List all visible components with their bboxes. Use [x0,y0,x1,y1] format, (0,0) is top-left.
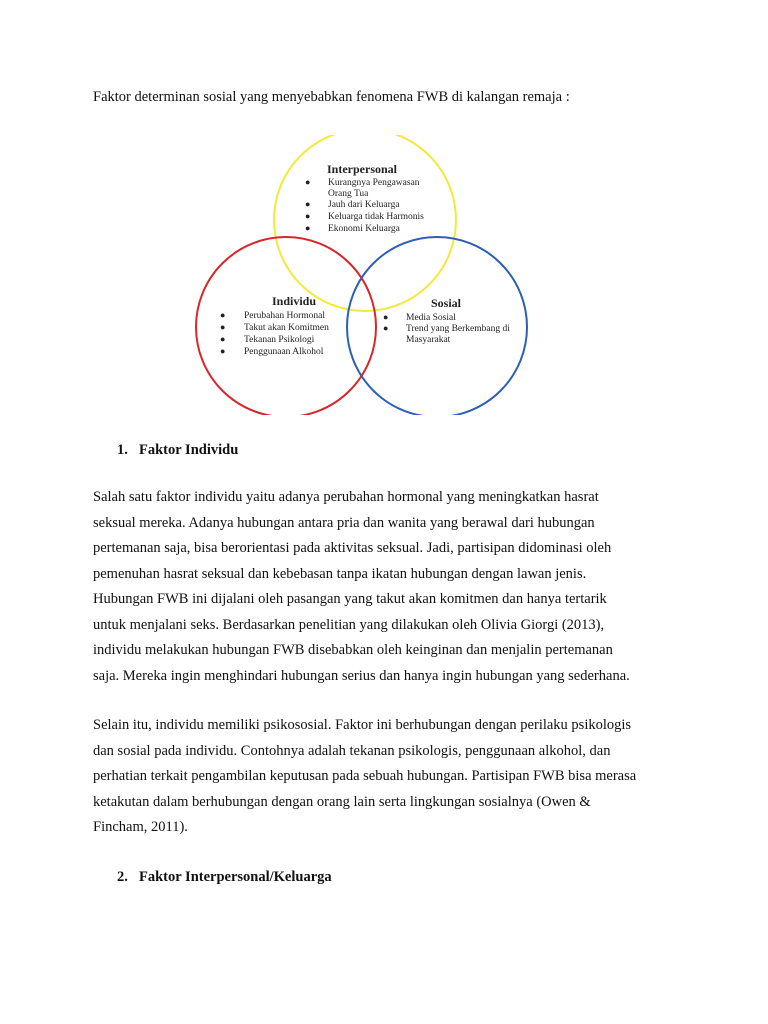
paragraph-line: dan sosial pada individu. Contohnya adalah tekanan psikologis, penggunaan alkohol, dan [93,742,611,759]
individu-item: Takut akan Komitmen [244,323,329,333]
paragraph-line: perhatian terkait pengambilan keputusan pada sebuah hubungan. Partisipan FWB bisa merasa [93,768,637,784]
paragraph-line: pemenuhan hasrat seksual dan kebebasan tanpa ikatan hubungan dengan lawan jenis. [93,565,587,582]
paragraph-line: Selain itu, individu memiliki psikososial. Faktor ini berhubungan dengan perilaku psikologis [93,717,632,733]
interpersonal-item: Kurangnya Pengawasan [328,178,420,188]
section-2-number: 2. [117,869,128,885]
section-1-title: Faktor Individu [139,442,239,458]
individu-bullet: ● [220,322,226,332]
paragraph-line: individu melakukan hubungan FWB disebabkan oleh keinginan dan menjalin pertemanan [93,642,613,658]
individu-item: Penggunaan Alkohol [244,347,324,357]
interpersonal-item: Keluarga tidak Harmonis [328,212,424,222]
sosial-bullet: ● [383,312,389,322]
paragraph-line: Fincham, 2011). [93,819,188,835]
paragraph-line: Hubungan FWB ini dijalani oleh pasangan yang takut akan komitmen dan hanya tertarik [93,591,607,607]
paragraph-line: untuk menjalani seks. Berdasarkan penelitian yang dilakukan oleh Olivia Giorgi (2013), [93,616,605,633]
individu-title: Individu [272,294,317,308]
individu-bullet: ● [220,346,226,356]
interpersonal-item: Jauh dari Keluarga [328,200,400,210]
sosial-item: Trend yang Berkembang di [406,324,510,334]
individu-bullet: ● [220,310,226,320]
section-1-number: 1. [117,442,128,458]
paragraph-line: saja. Mereka ingin menghindari hubungan serius dan hanya ingin hubungan yang sederhana. [93,667,630,684]
interpersonal-item: Ekonomi Keluarga [328,224,400,234]
interpersonal-bullet: ● [305,223,311,233]
sosial-item: Media Sosial [406,313,456,323]
paragraph-line: seksual mereka. Adanya hubungan antara pria dan wanita yang berawal dari hubungan [93,514,595,531]
section-2-title: Faktor Interpersonal/Keluarga [139,869,332,885]
interpersonal-bullet: ● [305,177,311,187]
sosial-bullet: ● [383,323,389,333]
individu-item: Perubahan Hormonal [244,311,325,321]
interpersonal-bullet: ● [305,199,311,209]
paragraph-line: Salah satu faktor individu yaitu adanya perubahan hormonal yang meningkatkan hasrat [93,489,599,505]
section-2-heading [117,869,332,886]
venn-diagram [190,135,540,415]
paragraph-line: ketakutan dalam berhubungan dengan orang lain serta lingkungan sosialnya (Owen & [93,793,591,810]
section-1-paragraph-2 [93,713,683,841]
sosial-item: Masyarakat [406,335,451,345]
sosial-title: Sosial [431,296,462,310]
individu-bullet: ● [220,334,226,344]
interpersonal-bullet: ● [305,211,311,221]
individu-item: Tekanan Psikologi [244,335,315,345]
intro-text: Faktor determinan sosial yang menyebabkan fenomena FWB di kalangan remaja : [93,89,570,105]
paragraph-line: pertemanan saja, bisa berorientasi pada aktivitas seksual. Jadi, partisipan didominasi oleh [93,540,612,556]
section-1-paragraph-1 [93,485,683,689]
interpersonal-title: Interpersonal [327,162,397,176]
section-1-heading [117,442,238,459]
interpersonal-item: Orang Tua [328,189,369,199]
